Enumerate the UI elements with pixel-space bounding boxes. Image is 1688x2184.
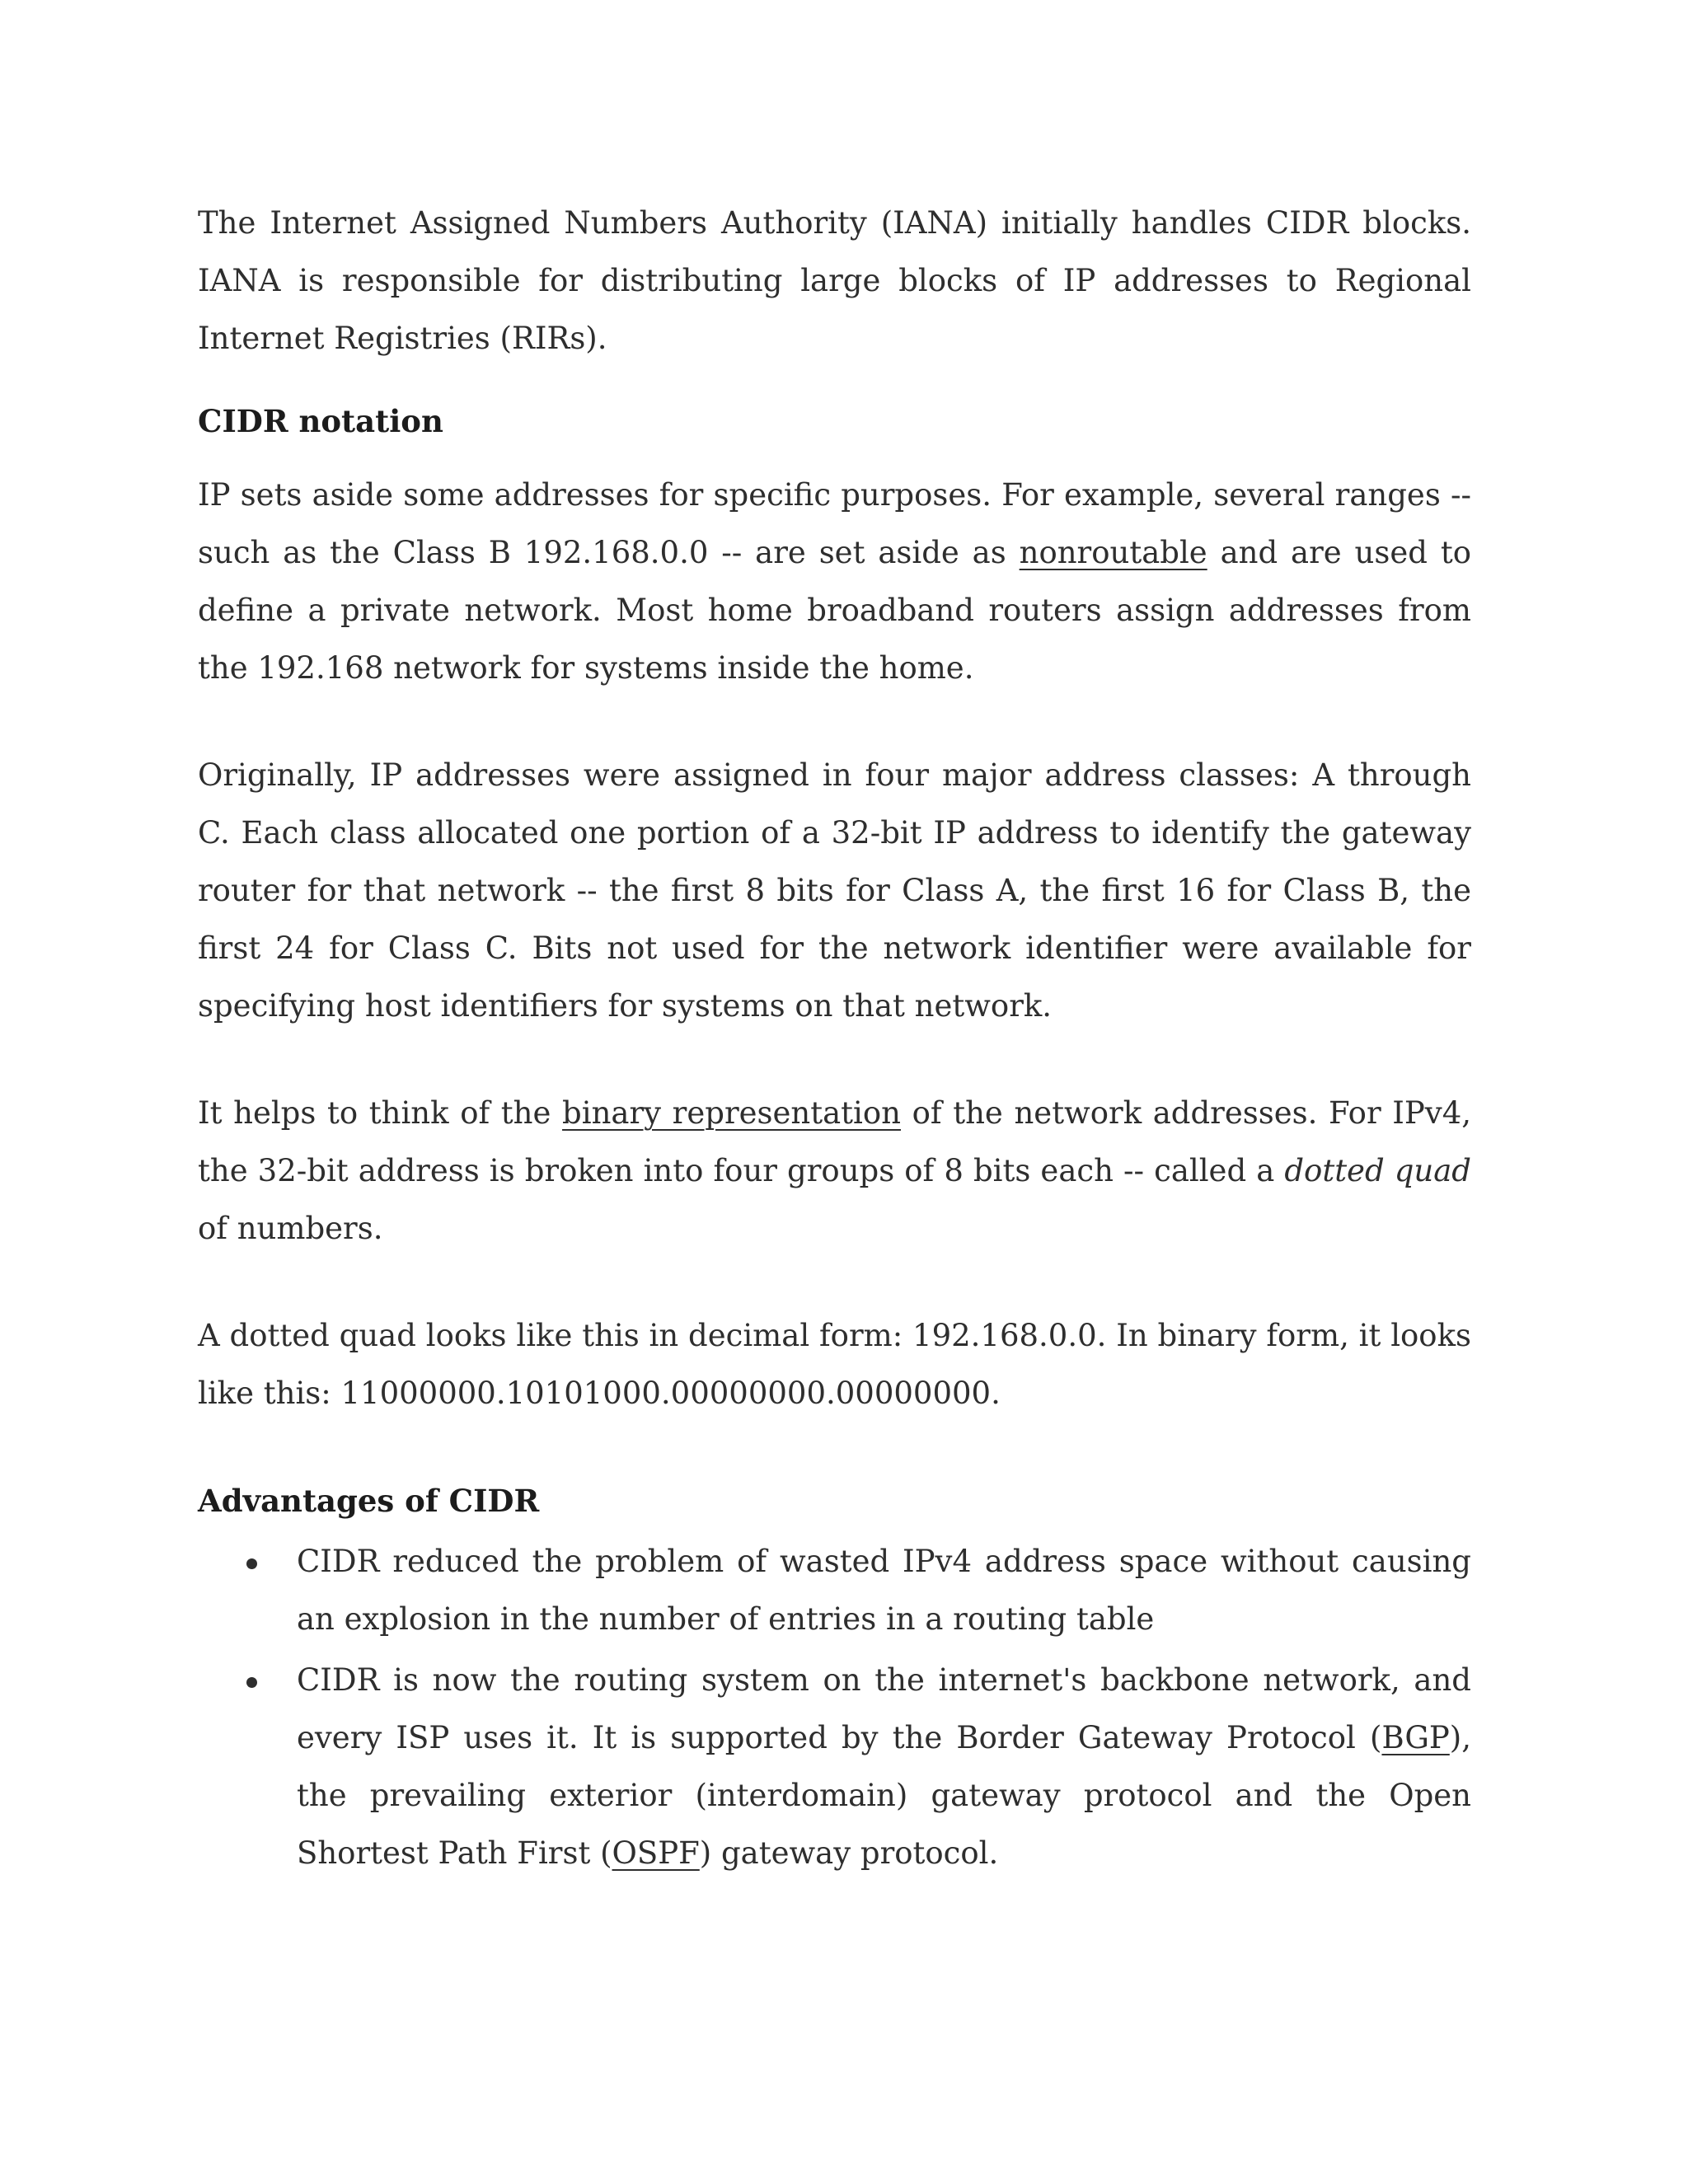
binary-representation-paragraph	[198, 1085, 1471, 1258]
bullet-icon	[246, 1558, 257, 1569]
ospf-link[interactable]: OSPF	[612, 1835, 700, 1871]
binary-text-end: of numbers.	[198, 1211, 383, 1246]
binary-text-middle: of the network addresses. For IPv4, the 32-bit address is broken into four groups of 8 bits each -- called a	[198, 1095, 1471, 1188]
advantages-list	[198, 1533, 1471, 1882]
advantage-text-middle: ), the prevailing exterior (interdomain) gateway protocol and the Open Shortest Path First (	[297, 1720, 1471, 1871]
dotted-quad-example-paragraph: A dotted quad looks like this in decimal form: 192.168.0.0. In binary form, it looks like this: 11000000.10101000.00000000.00000000.	[198, 1318, 1471, 1411]
list-item	[198, 1652, 1471, 1882]
cidr-notation-heading: CIDR notation	[198, 403, 443, 439]
advantages-heading: Advantages of CIDR	[198, 1483, 540, 1519]
reserved-addresses-paragraph	[198, 466, 1471, 697]
dotted-quad-term: dotted quad	[1284, 1153, 1471, 1188]
advantage-text: CIDR reduced the problem of wasted IPv4 address space without causing an explosion in the number of entries in a routing table	[297, 1544, 1471, 1637]
advantage-text-end: ) gateway protocol.	[699, 1835, 999, 1871]
binary-text-start: It helps to think of the	[198, 1095, 563, 1131]
address-classes-paragraph: Originally, IP addresses were assigned in four major address classes: A through C. Each class allocated one portion of a 32-bit IP address to identify the gateway router for that network -- the first 8 bits for Class A, the first 16 for Class B, the first 24 for Class C. Bits not used for the network identifier were available for specifying host identifiers for systems on that network.	[198, 757, 1471, 1024]
intro-paragraph: The Internet Assigned Numbers Authority (IANA) initially handles CIDR blocks. IANA is responsible for distributing large blocks of IP addresses to Regional Internet Registries (RIRs).	[198, 205, 1471, 356]
list-item	[198, 1533, 1471, 1648]
bullet-icon	[246, 1677, 257, 1688]
advantage-text-start: CIDR is now the routing system on the internet's backbone network, and every ISP uses it. It is supported by the Border Gateway Protocol (	[297, 1662, 1471, 1755]
reserved-addresses-text-end: and are used to define a private network. Most home broadband routers assign addresses from the 192.168 network for systems inside the home.	[198, 535, 1471, 686]
bgp-link[interactable]: BGP	[1381, 1720, 1450, 1755]
binary-representation-link[interactable]: binary representation	[562, 1095, 901, 1131]
document-page	[198, 194, 1471, 1886]
reserved-addresses-text-start: IP sets aside some addresses for specific purposes. For example, several ranges -- such as the Class B 192.168.0.0 -- are set aside as	[198, 477, 1471, 570]
nonroutable-link[interactable]: nonroutable	[1019, 535, 1207, 570]
